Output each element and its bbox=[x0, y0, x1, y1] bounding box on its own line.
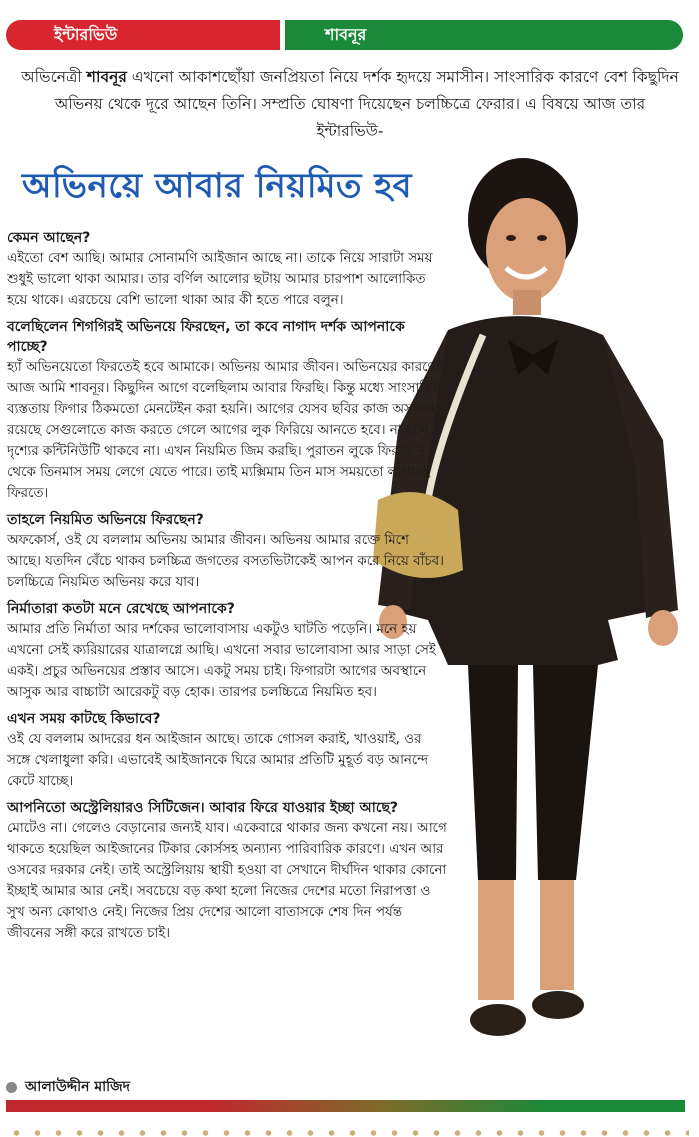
headline: অভিনয়ে আবার নিয়মিত হব bbox=[22, 166, 413, 206]
intro-paragraph bbox=[20, 64, 680, 145]
footer-dot-row bbox=[6, 1129, 689, 1137]
question-3: তাহলে নিয়মিত অভিনয়ে ফিরছেন? bbox=[7, 512, 204, 528]
section-label: ইন্টারভিউ bbox=[54, 25, 118, 44]
name-banner bbox=[285, 20, 683, 50]
section-banner bbox=[6, 20, 280, 50]
question-1: কেমন আছেন? bbox=[7, 230, 91, 246]
answer-4: আমার প্রতি নির্মাতা আর দর্শকের ভালোবাসায় একটুও ঘাটতি পড়েনি। মনে হয় এখনো সেই ক্যরিয়ারের যাত্রালগ্নে আছি। এখনো সবার ভালোবাসা আর সাড়া সেই একই। প্রচুর অভিনয়ের প্রস্তাব আসে। একটু সময় চাই। ফিগারটা আগের অবস্থানে আসুক আর বাচ্চাটা আরেকটু বড় হোক। তারপর চলচ্চিত্রে নিয়মিত হব। bbox=[7, 622, 436, 700]
question-4: নির্মাতারা কতটা মনে রেখেছে আপনাকে? bbox=[7, 601, 235, 617]
bullet-dot-icon bbox=[6, 1082, 17, 1093]
name-label: শাবনূর bbox=[325, 25, 367, 44]
answer-6: মোটেও না। গেলেও বেড়ানোর জন্যই যাব। একেবারে থাকার জন্য কখনো নয়। আগে থাকতে হয়েছিল আইজানের টিকার কোর্সসহ অন্যান্য পারিবারিক কারণে। এখন আর ওসবের দরকার নেই। তাই অস্ট্রেলিয়ায় স্থায়ী হওয়া বা সেখানে দীর্ঘদিন থাকার কোনো ইচ্ছাই আমার আর নেই। সবচেয়ে বড় কথা হলো নিজের দেশের মতো নিরাপত্তা ও সুখ অন্য কোথাও নেই। নিজের প্রিয় দেশের আলো বাতাসকে শেষ দিন পর্যন্ত জীবনের সঙ্গী করে রাখতে চাই। bbox=[7, 821, 447, 941]
article-body bbox=[7, 222, 447, 944]
answer-2: হ্যাঁ অভিনয়েতো ফিরতেই হবে আমাকে। অভিনয় আমার জীবন। অভিনয়ের কারণেই আজ আমি শাবনূর। কিছুদিন আগে বলেছিলাম আবার ফিরছি। কিন্তু মধ্যে সাংসারিক ব্যস্ততায় ফিগার ঠিকমতো মেনটেইন করা হয়নি। আগের যেসব ছবির কাজ অসমাপ্ত রয়েছে সেগুলোতে কাজ করতে গেলে আগের লুক ফিরিয়ে আনতে হবে। না হলে দৃশ্যের কন্টিনিউটি থাকবে না। এখন নিয়মিত জিম করছি। পুরাতন লুকে ফিরতে দু থেকে তিনমাস সময় লেগে যেতে পারে। তাই ম্যক্সিমাম তিন মাস সময়তো লাগবেই ফিরতে। bbox=[7, 360, 443, 501]
answer-1: এইতো বেশ আছি। আমার সোনামণি আইজান আছে না। তাকে নিয়ে সারাটা সময় শুধুই ভালো থাকা আমার। তার বর্ণিল আলোর ছটায় আমার চারপাশ আলোকিত হয়ে থাকে। এরচেয়ে বেশি ভালো থাকা আর কী হতে পারে বলুন। bbox=[7, 251, 433, 308]
intro-bold-name: শাবনূর bbox=[86, 68, 127, 86]
byline bbox=[6, 1075, 130, 1099]
intro-lead: অভিনেত্রী bbox=[21, 68, 87, 86]
question-5: এখন সময় কাটছে কিভাবে? bbox=[7, 711, 161, 727]
footer-color-rule bbox=[6, 1100, 685, 1112]
author-name: আলাউদ্দীন মাজিদ bbox=[25, 1079, 131, 1095]
answer-5: ওই যে বললাম আদরের ধন আইজান আছে। তাকে গোসল করাই, খাওয়াই, ওর সঙ্গে খেলাধুলা করি। এভাবেই আইজানকে ঘিরে আমার প্রতিটি মুহূর্ত বড় আনন্দে কেটে যাচ্ছে। bbox=[7, 732, 428, 789]
answer-3: অফকোর্স, ওই যে বললাম অভিনয় আমার জীবন। অভিনয় আমার রক্তে মিশে আছে। যতদিন বেঁচে থাকব চলচ্চিত্র জগতের বসতভিটাকেই আপন করে নিয়ে বাঁচব। চলচ্চিত্রে নিয়মিত অভিনয় করে যাব। bbox=[7, 533, 444, 590]
question-2: বলেছিলেন শিগগিরই অভিনয়ে ফিরছেন, তা কবে নাগাদ দর্শক আপনাকে পাচ্ছে? bbox=[7, 319, 405, 355]
face-shape bbox=[486, 198, 566, 302]
intro-rest: এখনো আকাশছোঁয়া জনপ্রিয়তা নিয়ে দর্শক হৃদয়ে সমাসীন। সাংসারিক কারণে বেশ কিছুদিন অভিনয় থেকে দূরে আছেন তিনি। সম্প্রতি ঘোষণা দিয়েছেন চলচ্চিত্রে ফেরার। এ বিষয়ে আজ তার ইন্টারভিউ- bbox=[54, 68, 679, 140]
question-6: আপনিতো অস্ট্রেলিয়ারও সিটিজেন। আবার ফিরে যাওয়ার ইচ্ছা আছে? bbox=[7, 800, 399, 816]
